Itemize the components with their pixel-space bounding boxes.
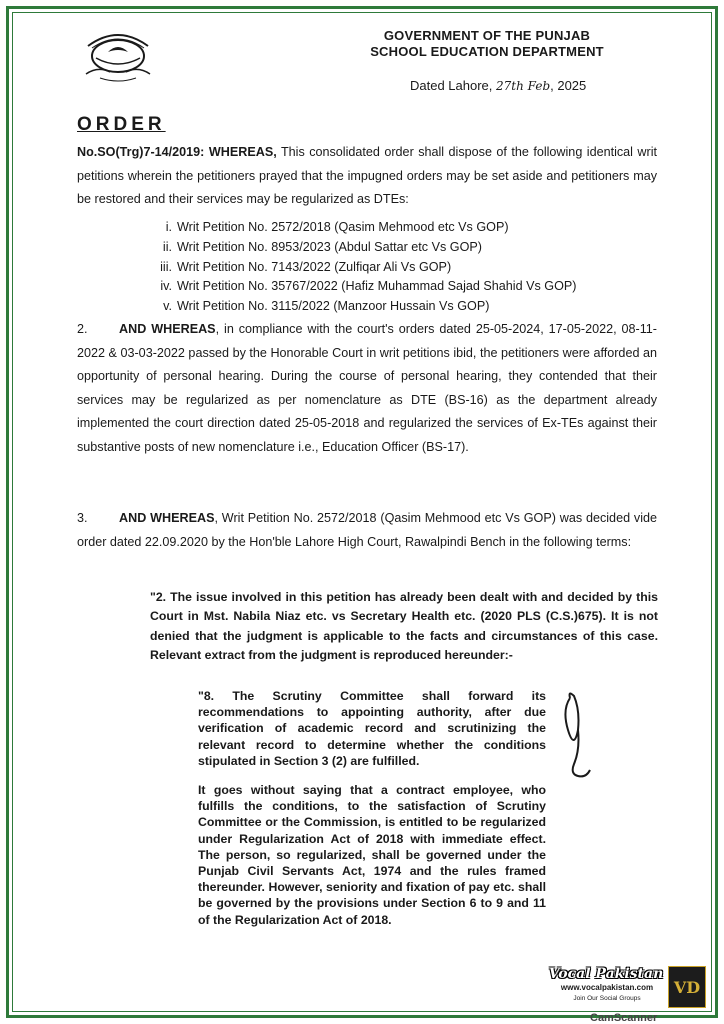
paragraph-2-text: , in compliance with the court's orders dated 25-05-2024, 17-05-2022, 08-11-2022 & 03-03-2022 passed by the Honorable Court in writ petitions ibid, the petitioners were afforded an opportunity of personal hearing. During the course of personal hearing, they contended that their services may be regularized as per nomenclature as DTE (BS-16) as the department already implemented the court direction dated 25-05-2018 and regularized the services of Ex-TEs against their substantive posts of new nomenclature i.e., Education Officer (BS-17). [77,322,657,454]
petition-list [150,218,576,317]
letterhead [357,28,617,60]
order-reference: No.SO(Trg)7-14/2019: [77,145,205,159]
whereas-label: WHEREAS, [208,145,277,159]
list-item: ii. Writ Petition No. 8953/2023 (Abdul Sattar etc Vs GOP) [162,239,482,254]
letterhead-department: SCHOOL EDUCATION DEPARTMENT [370,44,604,59]
svg-text:VD: VD [673,978,701,997]
paragraph-3 [77,507,657,554]
letterhead-government: GOVERNMENT OF THE PUNJAB [383,28,591,43]
date-line [410,78,586,93]
judgment-extract-2: It goes without saying that a contract employee, who fulfills the conditions, to the satisfaction of Scrutiny Committee or the Commission, is entitled to be regularized under Regularization Act of 2018 with immediate effect. The person, so regularized, shall be governed under the Punjab Civil Servants Act, 1974 and the rules framed thereunder. However, seniority and fixation of pay etc. shall be governed by the provisions under Section 6 to 9 and 11 of the Regularization Act of 2018. [198,783,546,927]
watermark-brand: Vocal Pakistan [548,966,664,982]
paragraph-number: 3. [77,511,88,525]
list-item: v. Writ Petition No. 3115/2022 (Manzoor Hussain Vs GOP) [163,299,490,314]
order-title: ORDER [77,114,166,135]
paragraph-3-text: , Writ Petition No. 2572/2018 (Qasim Mehmood etc Vs GOP) was decided vide order dated 22.09.2020 by the Hon'ble Lahore High Court, Rawalpindi Bench in the following terms: [77,511,657,549]
court-quote: "2. The issue involved in this petition has already been dealt with and decided by this Court in Mst. Nabila Niaz etc. vs Secretary Health etc. (2020 PLS (C.S.)675). It is not denied that the judgment is applicable to the facts and circumstances of this case. Relevant extract from the judgment is reproduced hereunder:- [150,590,658,662]
list-item: iii. Writ Petition No. 7143/2022 (Zulfiqar Ali Vs GOP) [160,259,452,274]
date-year: , 2025 [550,78,587,93]
watermark-site: www.vocalpakistan.com [560,983,654,992]
and-whereas-label: AND WHEREAS [119,322,216,336]
punjab-government-logo [78,26,158,84]
watermark-join: Join Our Social Groups [573,995,641,1002]
vd-logo [668,966,706,1008]
paragraph-2 [77,318,657,460]
vd-logo-icon [669,967,705,1007]
paragraph-number: 2. [77,322,88,336]
paragraph-1 [77,141,657,212]
list-item: iv. Writ Petition No. 35767/2022 (Hafiz Muhammad Sajad Shahid Vs GOP) [160,279,577,294]
watermark-badge [548,966,708,1010]
paragraph-1-text: This consolidated order shall dispose of the following identical writ petitions wherein the petitioners prayed that the impugned orders may be set aside and petitioners may be restored and their services may be regularized as DTEs: [77,145,658,207]
judgment-extract-1: "8. The Scrutiny Committee shall forward its recommendations to appointing authority, after due verification of academic record and scrutinizing the relevant record to determine whether the conditions stipulated in Section 3 (2) are fulfilled. [198,689,546,768]
date-label: Dated Lahore, [410,78,493,93]
list-item: i. Writ Petition No. 2572/2018 (Qasim Mehmood etc Vs GOP) [165,220,509,234]
handwritten-date: 27th Feb [496,79,551,93]
and-whereas-label: AND WHEREAS [119,511,215,525]
handwritten-initial [560,690,604,782]
scanner-watermark: CamScanner [590,1012,658,1024]
